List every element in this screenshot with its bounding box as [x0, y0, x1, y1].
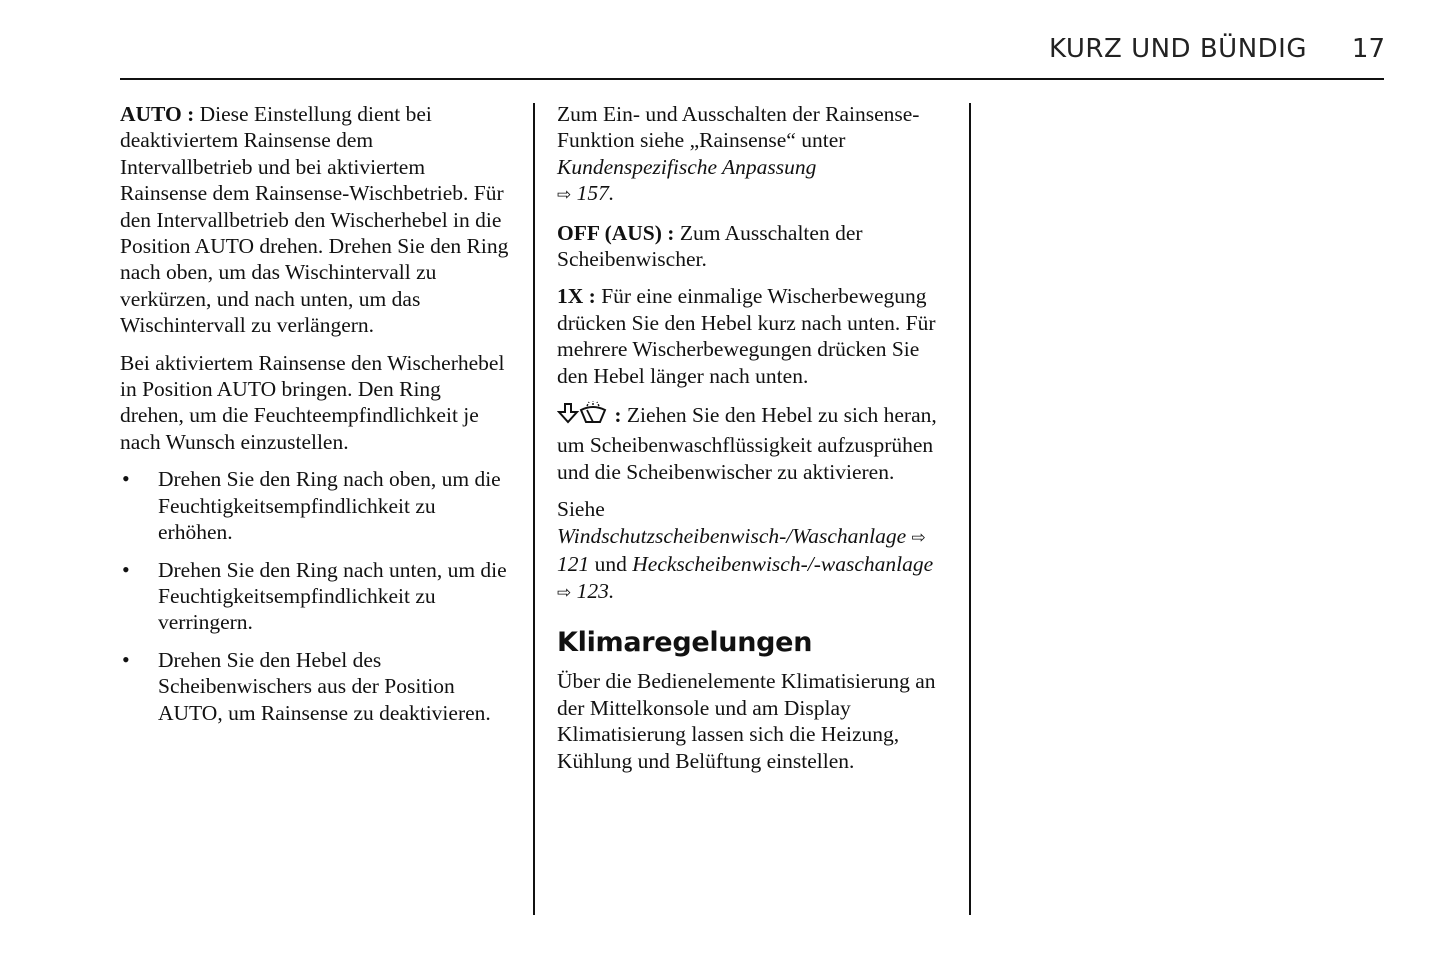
rainsense-toggle-paragraph: [557, 101, 952, 209]
auto-label: AUTO :: [120, 102, 195, 126]
auto-paragraph: [120, 101, 510, 339]
climate-paragraph: Über die Bedienelemente Klimatisierung an der Mittelkonsole und am Display Klimatisierung lassen sich die Heizung, Kühlung und Belüftung einstellen.: [557, 669, 936, 773]
bullet-icon: •: [122, 556, 130, 582]
left-column: [120, 101, 510, 737]
see-ref1: Windschutzscheibenwisch-/Waschanlage: [557, 523, 907, 548]
onex-paragraph: [557, 283, 952, 389]
bullet-text: Drehen Sie den Hebel des Scheibenwischers aus der Position AUTO, um Rainsense zu deaktivieren.: [158, 647, 491, 725]
see-and: und: [594, 552, 627, 577]
page-ref-arrow-icon: ⇨: [911, 527, 926, 548]
header-rule: [120, 78, 1384, 80]
off-paragraph: [557, 220, 952, 273]
see-prefix: Siehe: [557, 497, 605, 522]
middle-column: [557, 101, 952, 785]
bullet-text: Drehen Sie den Ring nach oben, um die Feuchtigkeitsempfindlichkeit zu erhöhen.: [158, 467, 501, 545]
list-item: [120, 557, 510, 636]
column-divider-left: [533, 103, 535, 915]
rainsense-toggle-text: Zum Ein- und Ausschalten der Rainsense-Funktion siehe „Rainsense“ unter: [557, 102, 920, 153]
column-divider-right: [969, 103, 971, 915]
see-also-paragraph: [557, 496, 952, 606]
section-title: KURZ UND BÜNDIG: [1049, 34, 1307, 64]
bullet-list: [120, 466, 510, 726]
rainsense-ref-title: Kundenspezifische Anpassung: [557, 154, 817, 179]
list-item: [120, 466, 510, 545]
rainsense-ref-page: 157.: [576, 181, 615, 206]
auto-text: Diese Einstellung dient bei deaktiviertem Rainsense dem Intervallbetrieb und bei aktiviertem Rainsense dem Rainsense-Wischbetrieb. Für den Intervallbetrieb den Wischerhebel in die Position AUTO drehen. Drehen Sie den Ring nach oben, um das Wischintervall zu verkürzen, und nach unten, um das Wischintervall zu verlängern.: [120, 102, 509, 338]
washer-paragraph: [557, 400, 952, 485]
washer-label: :: [614, 403, 622, 428]
onex-text: Für eine einmalige Wischerbewegung drücken Sie den Hebel kurz nach unten. Für mehrere Wischerbewegungen drücken Sie den Hebel länger nach unten.: [557, 284, 936, 388]
page-number: 17: [1351, 34, 1385, 64]
bullet-text: Drehen Sie den Ring nach unten, um die Feuchtigkeitsempfindlichkeit zu verringern.: [158, 557, 507, 635]
bullet-icon: •: [122, 466, 130, 492]
rainsense-paragraph: Bei aktiviertem Rainsense den Wischerhebel in Position AUTO bringen. Den Ring drehen, um die Feuchteempfindlichkeit je nach Wunsch einzustellen.: [120, 350, 505, 454]
see-ref1-page: 121: [557, 552, 590, 577]
onex-label: 1X :: [557, 284, 596, 309]
see-ref2-page: 123.: [576, 578, 615, 603]
bullet-icon: •: [122, 646, 130, 672]
off-text: Zum Ausschalten der Scheibenwischer.: [557, 220, 863, 272]
page-ref-arrow-icon: ⇨: [557, 582, 572, 603]
washer-fluid-icon: [557, 400, 609, 432]
washer-text: Ziehen Sie den Hebel zu sich heran, um Scheibenwaschflüssigkeit aufzusprühen und die Scheibenwischer zu aktivieren.: [557, 403, 937, 484]
list-item: [120, 647, 510, 726]
section-heading: Klimaregelungen: [557, 626, 813, 658]
off-label: OFF (AUS) :: [557, 220, 675, 245]
see-ref2: Heckscheibenwisch-/-waschanlage: [632, 552, 934, 577]
page-ref-arrow-icon: ⇨: [557, 185, 572, 206]
